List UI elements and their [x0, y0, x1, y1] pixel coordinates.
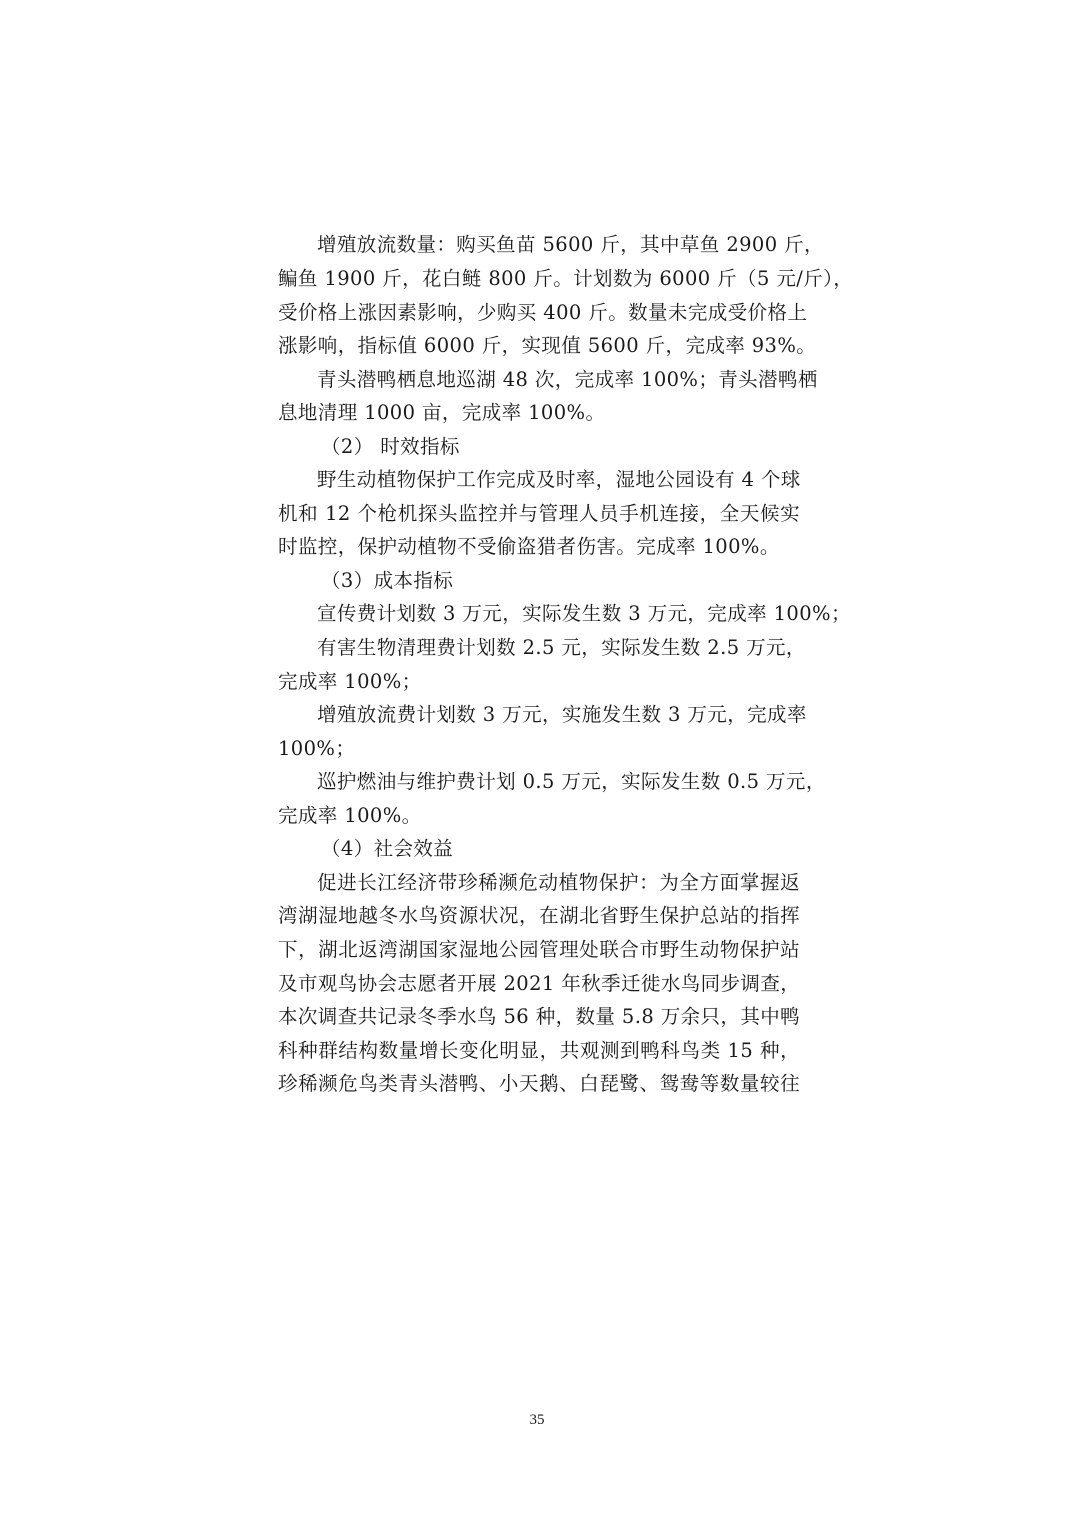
paragraph-line: 有害生物清理费计划数 2.5 元，实际发生数 2.5 万元，: [317, 636, 806, 659]
paragraph-line: 机和 12 个枪机探头监控并与管理人员手机连接，全天候实: [278, 502, 800, 525]
paragraph-line: 完成率 100%。: [278, 804, 422, 827]
paragraph-line: 本次调查共记录冬季水鸟 56 种，数量 5.8 万余只，其中鸭: [278, 1005, 801, 1028]
page-number: 35: [529, 1412, 545, 1428]
paragraph-line: 完成率 100%；: [278, 670, 422, 693]
paragraph-line: 促进长江经济带珍稀濒危动植物保护：为全方面掌握返: [317, 871, 800, 894]
paragraph-line: 青头潜鸭栖息地巡湖 48 次，完成率 100%；青头潜鸭栖: [317, 368, 818, 391]
paragraph-line: 息地清理 1000 亩，完成率 100%。: [278, 401, 606, 424]
paragraph-line: 宣传费计划数 3 万元，实际发生数 3 万元，完成率 100%；: [317, 602, 851, 625]
paragraph-line: 增殖放流数量：购买鱼苗 5600 斤，其中草鱼 2900 斤，: [317, 233, 824, 256]
paragraph-line: 珍稀濒危鸟类青头潜鸭、小天鹅、白琵鹭、鸳鸯等数量较往: [278, 1072, 800, 1095]
paragraph-line: 鳊鱼 1900 斤，花白鲢 800 斤。计划数为 6000 斤（5 元/斤），: [278, 267, 854, 290]
section-heading: （2） 时效指标: [321, 435, 460, 458]
paragraph-line: 野生动植物保护工作完成及时率，湿地公园设有 4 个球: [317, 468, 801, 491]
section-heading: （3）成本指标: [321, 569, 454, 592]
paragraph-line: 湾湖湿地越冬水鸟资源状况，在湖北省野生保护总站的指挥: [278, 904, 800, 927]
paragraph-line: 100%；: [278, 737, 356, 760]
section-heading: （4）社会效益: [321, 837, 454, 860]
paragraph-line: 时监控，保护动植物不受偷盗猎者伤害。完成率 100%。: [278, 535, 780, 558]
paragraph-line: 涨影响，指标值 6000 斤，实现值 5600 斤，完成率 93%。: [278, 334, 817, 357]
paragraph-line: 受价格上涨因素影响，少购买 400 斤。数量未完成受价格上: [278, 301, 808, 324]
paragraph-line: 下，湖北返湾湖国家湿地公园管理处联合市野生动物保护站: [278, 938, 800, 961]
paragraph-line: 科种群结构数量增长变化明显，共观测到鸭科鸟类 15 种，: [278, 1039, 800, 1062]
paragraph-line: 及市观鸟协会志愿者开展 2021 年秋季迁徙水鸟同步调查，: [278, 972, 801, 995]
paragraph-line: 巡护燃油与维护费计划 0.5 万元，实际发生数 0.5 万元，: [317, 770, 826, 793]
paragraph-line: 增殖放流费计划数 3 万元，实施发生数 3 万元，完成率: [317, 703, 807, 726]
